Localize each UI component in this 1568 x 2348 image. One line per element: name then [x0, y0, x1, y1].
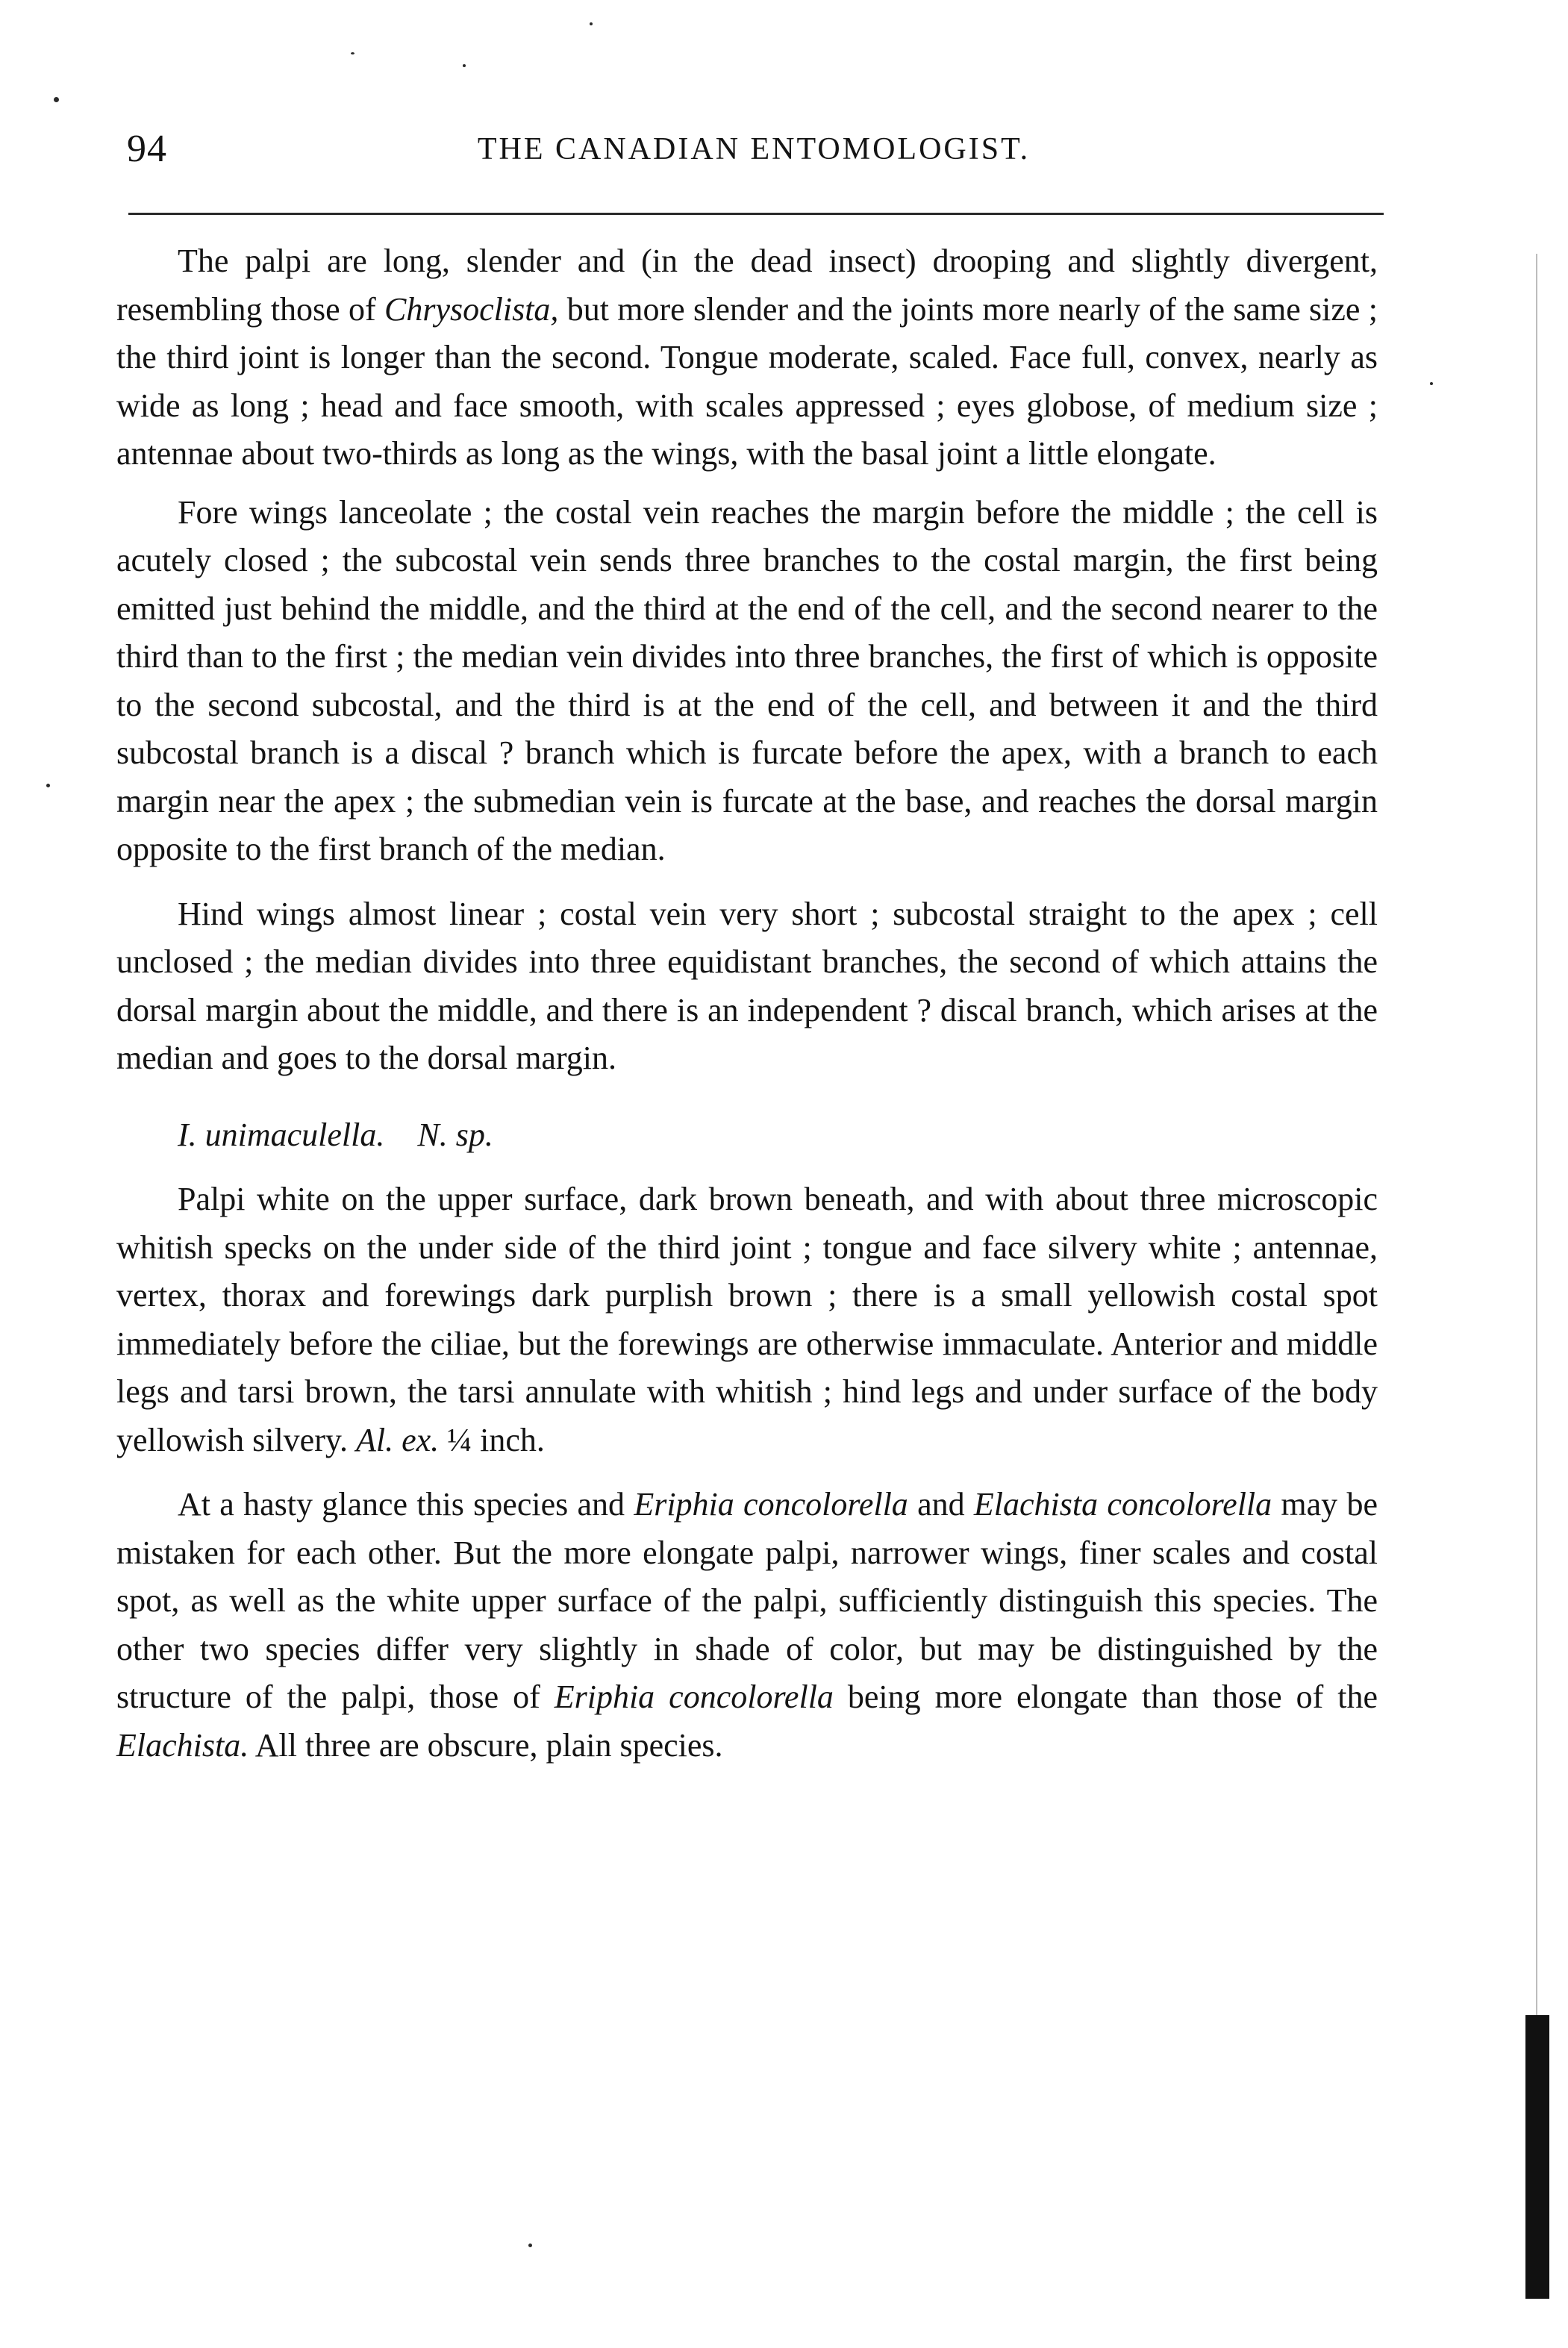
- print-speck: [1430, 382, 1433, 385]
- wing-expanse-abbrev: Al. ex.: [356, 1421, 440, 1458]
- print-speck: [351, 52, 354, 54]
- print-speck: [590, 22, 593, 25]
- paragraph-hind-wings: Hind wings almost linear ; costal vein very short ; subcostal straight to the apex ; cell unclosed ; the median divides into three equidistant branches, the second of which attains the dorsal margin about the middle, and there is an independent ? discal branch, which arises at the median and goes to the dorsal margin.: [116, 895, 1378, 1076]
- print-speck: [46, 784, 50, 787]
- genus-reference: Elachista.: [116, 1726, 249, 1764]
- species-reference: Eriphia concolorella: [554, 1679, 834, 1715]
- species-reference: Elachista concolorella: [973, 1486, 1272, 1523]
- print-speck: [528, 2244, 532, 2247]
- paragraph-species-description: Palpi white on the upper surface, dark brown beneath, and with about three microscopic whitish specks on the under side of the third joint ; tongue and face silvery white ; antennae, vertex, thorax and forewings dark purplish brown ; there is a small yellowish costal spot immediately before the ciliae, but the forewings are otherwise immaculate. Anterior and middle legs and tarsi brown, the tarsi annulate with whitish ; hind legs and under surface of the body yellowish silvery. Al. ex. ¼ inch.: [116, 1181, 1378, 1458]
- header-rule: [128, 213, 1384, 215]
- genus-name: Chrysoclista,: [384, 290, 559, 328]
- page-body: [116, 237, 1378, 1780]
- species-heading: [116, 1111, 1378, 1160]
- paragraph-fore-wings: Fore wings lanceolate ; the costal vein reaches the margin before the middle ; the cell is acutely closed ; the subcostal vein sends three branches to the costal margin, the first being emitted just behind the middle, and the third at the end of the cell, and the second nearer to the third than to the first ; the median vein divides into three branches, the first of which is opposite to the second subcostal, and the third is at the end of the cell, and between it and the third subcostal branch is a discal ? branch which is furcate before the apex, with a branch to each margin near the apex ; the submedian vein is furcate at the base, and reaches the dorsal margin opposite to the first branch of the median.: [116, 493, 1378, 867]
- page-number: 94: [127, 128, 167, 170]
- species-name: I. unimaculella.: [178, 1116, 385, 1153]
- paragraph-palpi-description: The palpi are long, slender and (in the dead insect) drooping and slightly divergent, resembling those of Chrysoclista, but more slender and the joints more nearly of the same size ; the third joint is longer than the second. Tongue moderate, scaled. Face full, convex, nearly as wide as long ; head and face smooth, with scales appressed ; eyes globose, of medium size ; antennae about two-thirds as long as the wings, with the basal joint a little elongate.: [116, 243, 1378, 472]
- scan-edge-shadow: [1525, 2015, 1549, 2299]
- paragraph-comparison: At a hasty glance this species and Eriphia concolorella and Elachista concolorella may be mistaken for each other. But the more elongate palpi, narrower wings, finer scales and costal spot, as well as the white upper surface of the palpi, sufficiently distinguish this species. The other two species differ very slightly in shade of color, but may be distinguished by the structure of the palpi, those of Eriphia concolorella being more elongate than those of the Elachista. All three are obscure, plain species.: [116, 1486, 1378, 1764]
- print-speck: [54, 97, 59, 102]
- print-speck: [463, 64, 466, 67]
- running-title: THE CANADIAN ENTOMOLOGIST.: [477, 132, 1031, 166]
- page-header: [127, 127, 1381, 179]
- species-reference: Eriphia concolorella: [634, 1486, 908, 1523]
- scan-margin-line: [1536, 254, 1537, 2015]
- new-species-marker: N. sp.: [417, 1116, 493, 1153]
